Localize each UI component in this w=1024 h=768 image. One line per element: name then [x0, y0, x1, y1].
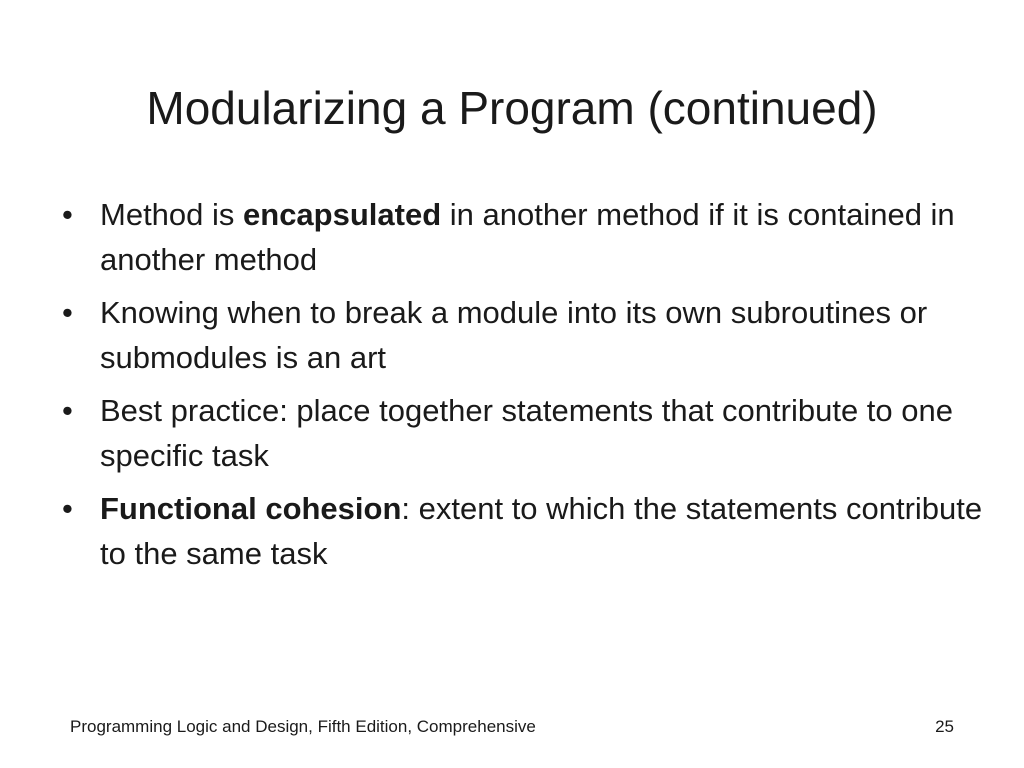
- bullet-item: [60, 192, 1000, 282]
- bullet-text: Best practice: place together statements that contribute to one specific task: [100, 393, 953, 473]
- bullet-list: [60, 192, 1000, 584]
- bullet-icon: •: [62, 197, 73, 232]
- bullet-icon: •: [62, 491, 73, 526]
- bullet-text: Knowing when to break a module into its own subroutines or submodules is an art: [100, 295, 928, 375]
- bullet-bold-term: encapsulated: [243, 197, 442, 232]
- slide-title: Modularizing a Program (continued): [146, 82, 878, 134]
- bullet-text: in another method if it is contained in another method: [100, 197, 955, 277]
- bullet-text: Method is: [100, 197, 244, 232]
- footer-book-title: Programming Logic and Design, Fifth Edition, Comprehensive: [70, 717, 536, 736]
- footer-page-number: 25: [935, 717, 954, 736]
- bullet-item: [60, 486, 1000, 576]
- bullet-item: [60, 290, 1000, 380]
- bullet-text: : extent to which the statements contribute to the same task: [100, 491, 983, 571]
- bullet-bold-term: Functional cohesion: [100, 491, 402, 526]
- bullet-icon: •: [62, 393, 73, 428]
- bullet-icon: •: [62, 295, 73, 330]
- bullet-item: [60, 388, 1000, 478]
